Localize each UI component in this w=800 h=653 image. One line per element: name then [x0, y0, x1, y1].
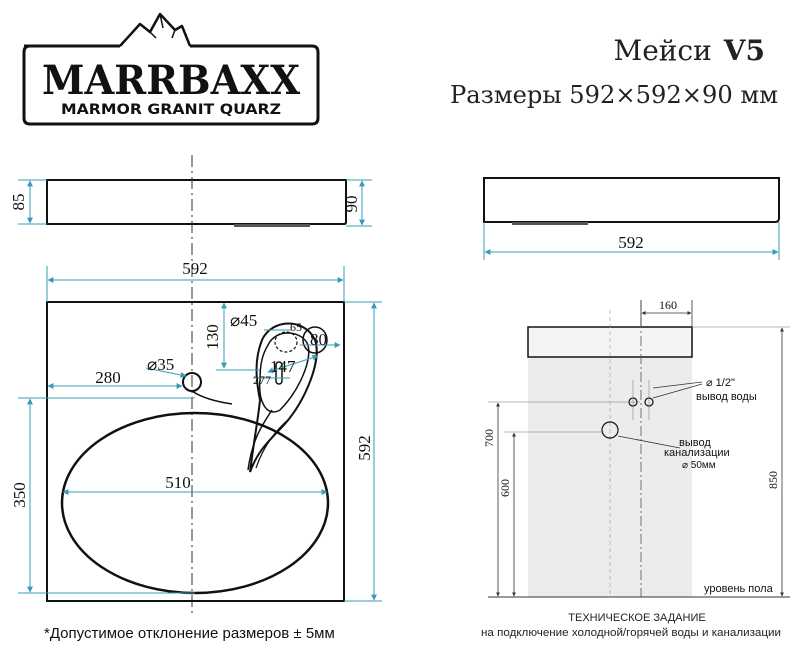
side-view — [9, 180, 372, 227]
dim-80: 80 — [310, 330, 327, 349]
dim-65: 65 — [290, 320, 302, 334]
wall-area — [528, 357, 692, 597]
bowl — [62, 413, 328, 593]
brand-name: MARRBAXX — [42, 57, 300, 104]
top-view — [10, 259, 382, 601]
height-600: 600 — [498, 479, 512, 497]
front-view — [484, 178, 779, 260]
front-width: 592 — [618, 233, 644, 252]
height-700: 700 — [482, 429, 496, 447]
pipe-spacing: 160 — [659, 298, 677, 312]
drain-label-3: ⌀ 50мм — [682, 460, 716, 471]
spec-subtitle: на подключение холодной/горячей воды и канализации — [481, 627, 781, 639]
bowl-width: 510 — [165, 473, 191, 492]
drain-label-2: канализации — [664, 447, 730, 459]
water-label-text: вывод воды — [696, 391, 757, 403]
top-width: 592 — [182, 259, 208, 278]
overflow-diameter: ⌀35 — [147, 355, 175, 374]
install-scheme — [481, 298, 790, 639]
floor-label: уровень пола — [704, 583, 773, 595]
mountain-icon — [120, 14, 190, 46]
overflow-offset: 280 — [95, 368, 121, 387]
height-850: 850 — [766, 471, 780, 489]
side-height-left: 85 — [9, 193, 28, 211]
brand-logo — [24, 14, 318, 124]
spec-title: ТЕХНИЧЕСКОЕ ЗАДАНИЕ — [568, 612, 706, 624]
side-height-right: 90 — [342, 195, 361, 213]
product-dimensions: Размеры 592×592×90 мм — [450, 81, 778, 109]
tolerance-footnote: *Допустимое отклонение размеров ± 5мм — [44, 625, 335, 642]
faucet-diameter: ⌀45 — [230, 311, 258, 330]
brand-tagline: MARMOR GRANIT QUARZ — [61, 102, 281, 118]
product-name: Мейси V5 — [613, 34, 765, 67]
bowl-depth: 350 — [10, 482, 29, 508]
water-label-diameter: ⌀ 1/2" — [706, 377, 735, 389]
faucet-offset: 130 — [203, 324, 222, 350]
top-depth: 592 — [355, 435, 374, 461]
drain-label-1: вывод — [679, 437, 711, 449]
faucet-body — [250, 324, 317, 473]
dim-147: 147 — [270, 357, 296, 376]
dim-277: 277 — [253, 373, 271, 387]
